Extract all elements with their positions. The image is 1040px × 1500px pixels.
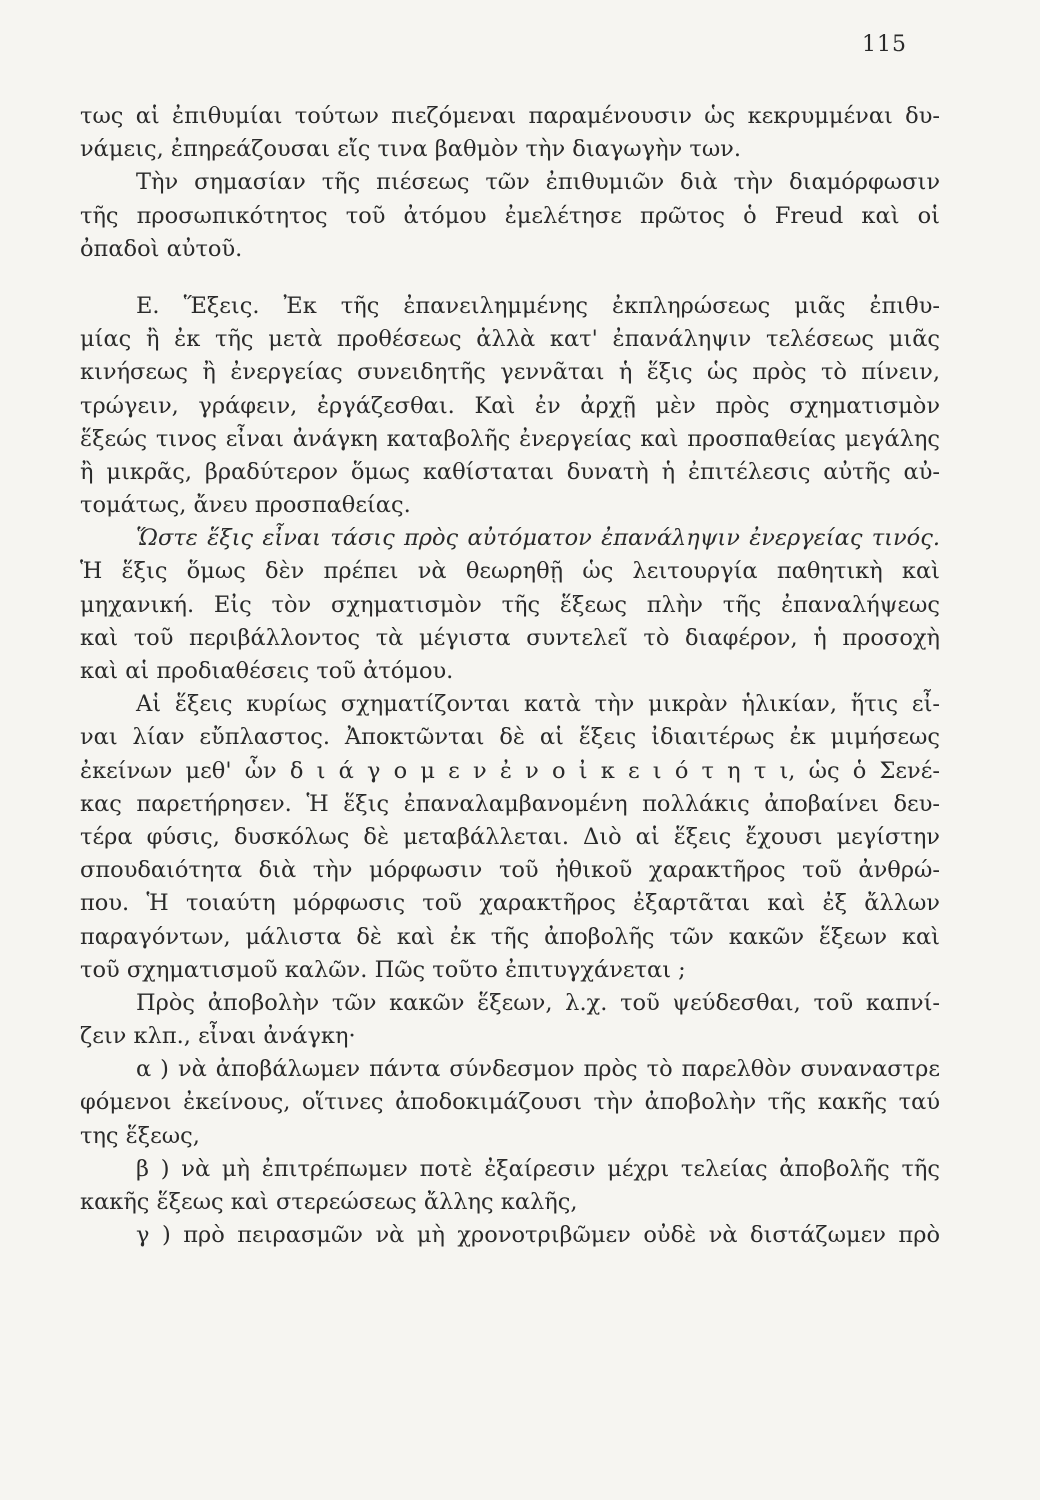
text-line: ἕξεώς τινος εἶναι ἀνάγκη καταβολῆς ἐνεργείας καὶ προσπαθείας μεγάλης — [80, 425, 940, 452]
paragraph-section-e — [80, 290, 940, 522]
paragraph-gap — [80, 266, 940, 290]
text-line: καὶ τοῦ περιβάλλοντος τὰ μέγιστα συντελεῖ τὸ διαφέρον, ἡ προσοχὴ — [80, 624, 940, 651]
text-line: τομάτως, ἄνευ προσπαθείας. — [80, 492, 411, 519]
text-line: ἐκείνων μεθ' ὧν δ ι ά γ ο μ ε ν ἐ ν ο ἰ κ ε ι ό τ η τ ι, ὡς ὁ Σενέ- — [80, 757, 940, 784]
text-line: ἢ μικρᾶς, βραδύτερον ὅμως καθίσταται δυνατὴ ἡ ἐπιτέλεσις αὐτῆς αὐ- — [80, 458, 940, 485]
list-item-c — [80, 1219, 940, 1252]
text-line: φόμενοι ἐκείνους, οἵτινες ἀποδοκιμάζουσι τὴν ἀποβολὴν τῆς κακῆς ταύ — [80, 1089, 940, 1116]
text-line: τοῦ σχηματισμοῦ καλῶν. Πῶς τοῦτο ἐπιτυγχάνεται ; — [80, 956, 686, 983]
text-line: κινήσεως ἢ ἐνεργείας συνειδητῆς γεννᾶται ἡ ἕξις ὡς πρὸς τὸ πίνειν, — [80, 359, 940, 386]
text-line: σπουδαιότητα διὰ τὴν μόρφωσιν τοῦ ἠθικοῦ χαρακτῆρος τοῦ ἀνθρώ- — [80, 857, 940, 884]
body-text — [80, 100, 940, 1252]
section-heading-line: Ε. Ἕξεις. Ἐκ τῆς ἐπανειλημμένης ἐκπληρώσεως μιᾶς ἐπιθυ- — [136, 292, 940, 319]
text-line: μίας ἢ ἐκ τῆς μετὰ προθέσεως ἀλλὰ κατ' ἐπανάληψιν τελέσεως μιᾶς — [80, 326, 940, 353]
text-line: γ ) πρὸ πειρασμῶν νὰ μὴ χρονοτριβῶμεν οὐδὲ νὰ διστάζωμεν πρὸ — [136, 1222, 940, 1249]
text-line: Πρὸς ἀποβολὴν τῶν κακῶν ἕξεων, λ.χ. τοῦ ψεύδεσθαι, τοῦ καπνί- — [136, 989, 940, 1016]
paragraph — [80, 522, 940, 688]
list-item-b — [80, 1153, 940, 1219]
text-line: μηχανική. Εἰς τὸν σχηματισμὸν τῆς ἕξεως πλὴν τῆς ἐπαναλήψεως — [80, 591, 940, 618]
text-line: που. Ἡ τοιαύτη μόρφωσις τοῦ χαρακτῆρος ἐξαρτᾶται καὶ ἐξ ἄλλων — [80, 890, 940, 917]
paragraph — [80, 688, 940, 987]
list-item-a — [80, 1053, 940, 1153]
text-line: τως αἱ ἐπιθυμίαι τούτων πιεζόμεναι παραμένουσιν ὡς κεκρυμμέναι δυ- — [80, 103, 940, 129]
text-line: ζειν κλπ., εἶναι ἀνάγκη· — [80, 1023, 356, 1050]
text-line: ναι λίαν εὔπλαστος. Ἀποκτῶνται δὲ αἱ ἕξεις ἰδιαιτέρως ἐκ μιμήσεως — [80, 724, 940, 751]
text-line: κακῆς ἕξεως καὶ στερεώσεως ἄλλης καλῆς, — [80, 1189, 578, 1215]
text-line: νάμεις, ἐπηρεάζουσαι εἴς τινα βαθμὸν τὴν διαγωγὴν των. — [80, 136, 742, 163]
text-line: τέρα φύσις, δυσκόλως δὲ μεταβάλλεται. Διὸ αἱ ἕξεις ἔχουσι μεγίστην — [80, 823, 940, 850]
text-line: παραγόντων, μάλιστα δὲ καὶ ἐκ τῆς ἀποβολῆς τῶν κακῶν ἕξεων καὶ — [80, 923, 940, 950]
page-number: 115 — [862, 32, 907, 57]
text-line: α ) νὰ ἀποβάλωμεν πάντα σύνδεσμον πρὸς τὸ παρελθὸν συναναστρε — [136, 1056, 940, 1083]
text-line: Τὴν σημασίαν τῆς πιέσεως τῶν ἐπιθυμιῶν διὰ τὴν διαμόρφωσιν — [136, 169, 940, 196]
paragraph — [80, 100, 940, 166]
text-line: της ἕξεως, — [80, 1122, 200, 1149]
text-line: β ) νὰ μὴ ἐπιτρέπωμεν ποτὲ ἐξαίρεσιν μέχρι τελείας ἀποβολῆς τῆς — [136, 1155, 940, 1182]
definition-line: Ὥστε ἕξις εἶναι τάσις πρὸς αὐτόματον ἐπανάληψιν ἐνεργείας τινός. — [136, 525, 940, 552]
text-line: τῆς προσωπικότητος τοῦ ἀτόμου ἐμελέτησε πρῶτος ὁ Freud καὶ οἱ — [80, 202, 940, 229]
text-line: τρώγειν, γράφειν, ἐργάζεσθαι. Καὶ ἐν ἀρχῇ μὲν πρὸς σχηματισμὸν — [80, 392, 940, 419]
text-line: Ἡ ἕξις ὅμως δὲν πρέπει νὰ θεωρηθῇ ὡς λειτουργία παθητικὴ καὶ — [80, 558, 940, 585]
paragraph — [80, 166, 940, 266]
text-line: καὶ αἱ προδιαθέσεις τοῦ ἀτόμου. — [80, 658, 454, 684]
text-line: κας παρετήρησεν. Ἡ ἕξις ἐπαναλαμβανομένη πολλάκις ἀποβαίνει δευ- — [80, 790, 940, 817]
paragraph — [80, 987, 940, 1053]
text-line: ὀπαδοὶ αὐτοῦ. — [80, 235, 243, 262]
text-line: Αἱ ἕξεις κυρίως σχηματίζονται κατὰ τὴν μικρὰν ἡλικίαν, ἥτις εἶ- — [136, 691, 940, 718]
